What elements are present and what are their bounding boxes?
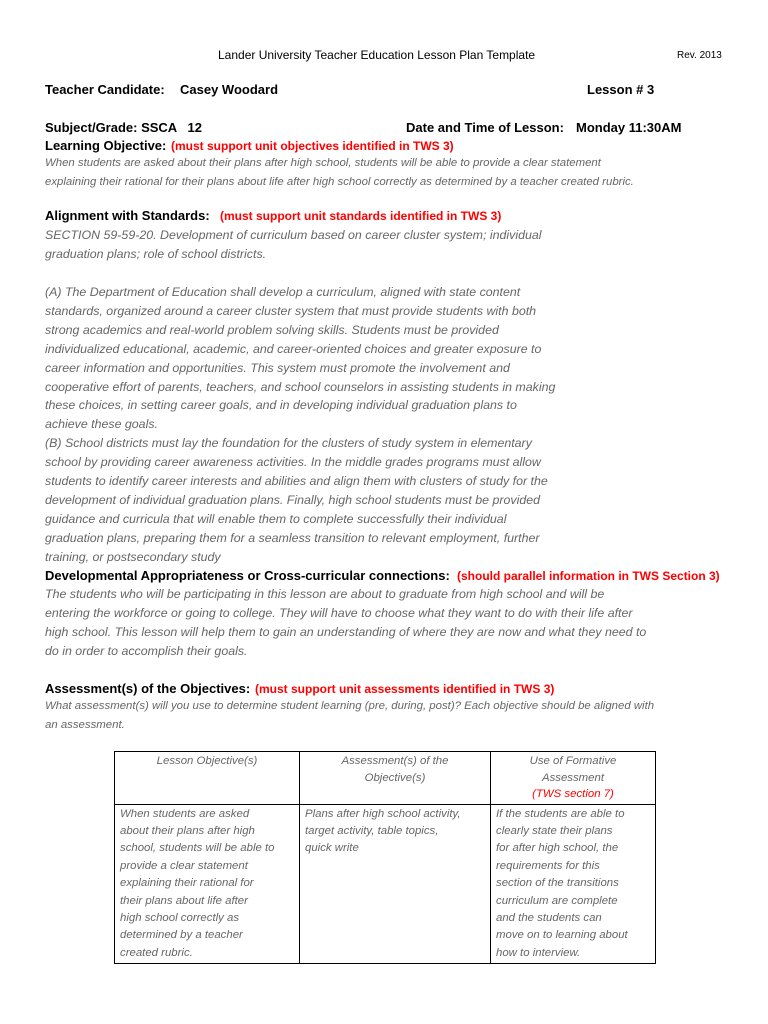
learning-objective-note: (must support unit objectives identified in TWS 3) [171,139,454,153]
text-line: standards, organized around a career cluster system that must provide students with both [45,303,537,318]
revision-label: Rev. 2013 [677,50,722,61]
cell-assessments [300,804,491,964]
assessment-heading: Assessment(s) of the Objectives: [45,681,251,696]
text-line: guidance and curricula that will enable them to complete successfully their individual [45,511,507,526]
cell-line: school, students will be able to [120,842,275,855]
cell-line: move on to learning about [496,929,628,942]
candidate-label: Teacher Candidate: [45,82,165,97]
cell-line: If the students are able to [496,807,625,820]
text-line: individualized educational, academic, and career-oriented choices and greater exposure to [45,341,542,356]
datetime-label: Date and Time of Lesson: [406,120,564,135]
cell-line: for after high school, the [496,842,619,855]
alignment-intro [45,226,542,264]
cell-line: section of the transitions [496,877,619,890]
header-lesson-objectives [115,752,300,805]
document-title: Lander University Teacher Education Lesson Plan Template [218,48,536,62]
objectives-table [114,751,656,964]
alignment-body [45,283,555,567]
header-text: Assessment(s) of the [341,755,449,767]
candidate-name: Casey Woodard [180,82,279,97]
text-line: these choices, in setting career goals, and in developing individual graduation plans to [45,398,517,413]
cell-line: about their plans after high [120,824,255,837]
subject-grade: Subject/Grade: SSCA 12 [45,120,203,135]
text-line: What assessment(s) will you use to determine student learning (pre, during, post)? Each objective should be aligned with [45,700,655,712]
cell-line: created rubric. [120,946,193,959]
text-line: training, or postsecondary study [45,549,221,564]
text-line: students to identify career interests and abilities and align them with clusters of study for the [45,474,548,489]
header-formative-assessment [491,752,656,805]
cell-line: high school correctly as [120,911,240,924]
header-text: Use of Formative [529,755,617,767]
cell-line: how to interview. [496,946,581,959]
alignment-note: (must support unit standards identified in TWS 3) [220,209,502,223]
lesson-number: Lesson # 3 [587,82,655,97]
cell-line: clearly state their plans [496,824,613,837]
text-line: development of individual graduation plans. Finally, high school students must be provided [45,492,541,507]
text-line: graduation plans; role of school districts. [45,246,267,261]
cell-line: determined by a teacher [120,929,243,942]
developmental-text [45,585,646,661]
text-line: (A) The Department of Education shall develop a curriculum, aligned with state content [45,285,521,299]
text-line: The students who will be participating in this lesson are about to graduate from high school and will be [45,587,605,601]
learning-objective-heading: Learning Objective: [45,138,167,153]
text-line: SECTION 59-59-20. Development of curriculum based on career cluster system; individual [45,228,542,242]
text-line: high school. This lesson will help them to gain an understanding of where they are now and what they need to [45,624,647,639]
text-line: When students are asked about their plans after high school, students will be able to provide a clear statement [45,157,601,169]
header-tws-note: (TWS section 7) [532,788,614,800]
text-line: achieve these goals. [45,417,158,432]
cell-formative-use [491,804,656,964]
developmental-heading: Developmental Appropriateness or Cross-curricular connections: [45,568,450,583]
cell-line: and the students can [496,911,602,924]
developmental-note: (should parallel information in TWS Section 3) [457,569,720,583]
header-text: Assessment [541,771,605,784]
text-line: school by providing career awareness activities. In the middle grades programs must allow [45,455,541,470]
text-line: an assessment. [45,718,125,731]
header-text: Lesson Objective(s) [156,755,258,767]
header-text: Objective(s) [364,771,426,784]
header-assessments [300,752,491,805]
assessment-note: (must support unit assessments identified in TWS 3) [255,682,555,696]
text-line: explaining their rational for their plans about life after high school correctly as determined by a teacher created rubric. [45,175,634,188]
cell-line: provide a clear statement [120,859,248,872]
cell-line: quick write [305,842,359,855]
cell-lesson-objective [115,804,300,964]
text-line: (B) School districts must lay the foundation for the clusters of study system in elementary [45,436,532,451]
cell-line: When students are asked [120,807,250,820]
cell-line: requirements for this [496,859,600,872]
cell-line: Plans after high school activity, [305,807,461,820]
cell-line: target activity, table topics, [305,824,439,837]
text-line: entering the workforce or going to college. They will have to choose what they want to do with their life after [45,605,633,620]
cell-line: their plans about life after [120,894,248,907]
table-header-row [115,752,656,805]
cell-line: explaining their rational for [120,877,254,890]
text-line: graduation plans, preparing them for a seamless transition to relevant employment, further [45,530,540,545]
text-line: career information and opportunities. This system must promote the involvement and [45,360,510,375]
text-line: cooperative effort of parents, teachers, and school counselors in assisting students in making [45,379,556,394]
learning-objective-text [45,154,634,191]
table-row [115,804,656,964]
assessment-text [45,697,654,734]
text-line: strong academics and real-world problem solving skills. Students must be provided [45,322,499,337]
datetime-value: Monday 11:30AM [576,120,682,135]
cell-line: curriculum are complete [496,894,618,907]
alignment-heading: Alignment with Standards: [45,208,210,223]
text-line: do in order to accomplish their goals. [45,643,248,658]
